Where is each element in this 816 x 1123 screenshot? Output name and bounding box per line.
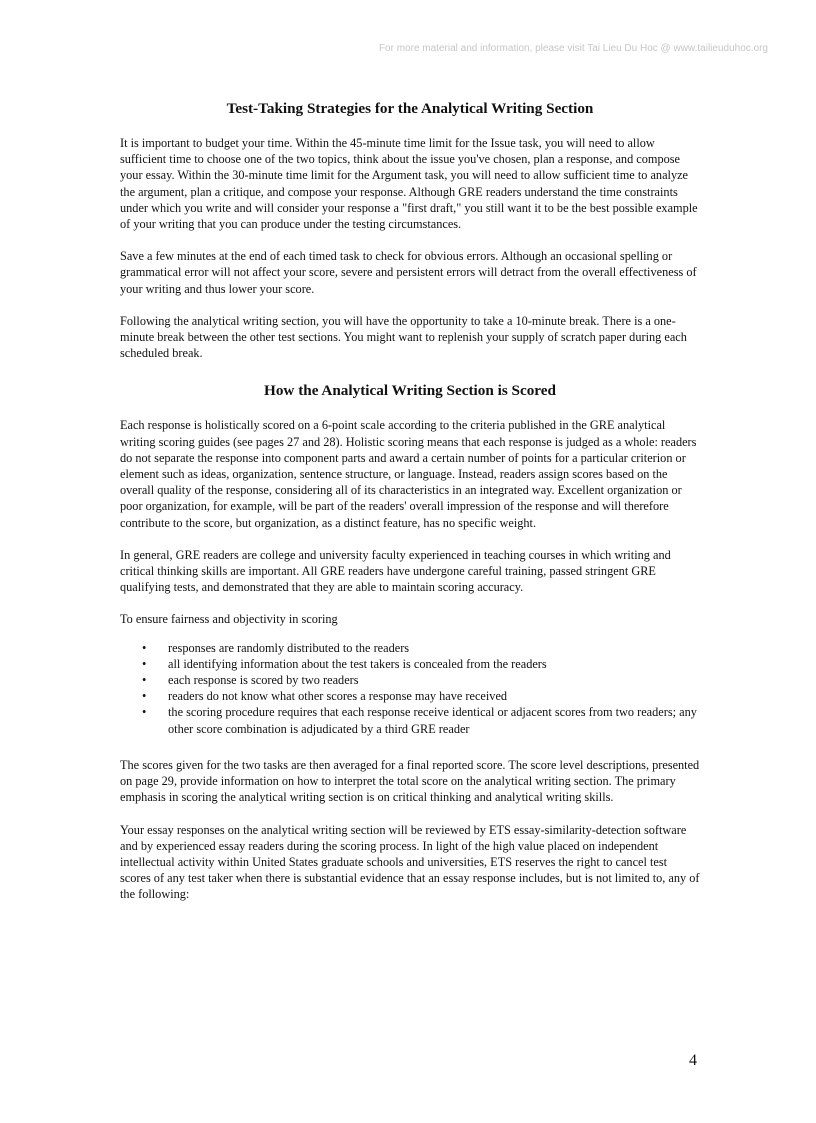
paragraph: Each response is holistically scored on a 6-point scale according to the criteria published in the GRE analytical writing scoring guides (see pages 27 and 28). Holistic scoring means that each response is judged as a whole: readers do not separate the response into component parts and award a certain number of points for a particular criterion or element such as ideas, organization, sentence structure, or language. Instead, readers assign scores based on the overall quality of the response, considering all of its characteristics in an integrated way. Excellent organization or poor organization, for example, will be part of the readers' overall impression of the response and will therefore contribute to the score, but organization, as a distinct feature, has no specific weight. bbox=[120, 418, 697, 530]
list-item-text: readers do not know what other scores a response may have received bbox=[168, 689, 508, 704]
list-item-text: the scoring procedure requires that each response receive identical or adjacent scores from two readers; any other score combination is adjudicated by a third GRE reader bbox=[168, 705, 697, 736]
list-item-text: each response is scored by two readers bbox=[168, 673, 359, 688]
page-content bbox=[120, 99, 700, 919]
paragraph: Save a few minutes at the end of each timed task to check for obvious errors. Although an occasional spelling or grammatical error will not affect your score, severe and persistent errors will detract from the overall effectiveness of your writing and thus lower your score. bbox=[120, 249, 697, 296]
paragraph: It is important to budget your time. Within the 45-minute time limit for the Issue task, you will need to allow sufficient time to choose one of the two topics, think about the issue you've chosen, plan a response, and compose your essay. Within the 30-minute time limit for the Argument task, you will need to allow sufficient time to analyze the argument, plan a critique, and compose your response. Although GRE readers understand the time constraints under which you write and will consider your response a "first draft," you still want it to be the best possible example of your writing that you can produce under the testing circumstances. bbox=[120, 136, 698, 232]
list-item bbox=[120, 688, 700, 704]
paragraph: In general, GRE readers are college and university faculty experienced in teaching courses in which writing and critical thinking skills are important. All GRE readers have undergone careful training, passed stringent GRE qualifying tests, and demonstrated that they are able to maintain scoring accuracy. bbox=[120, 547, 671, 595]
bullet-glyph: • bbox=[142, 689, 147, 704]
paragraph: Following the analytical writing section, you will have the opportunity to take a 10-minute break. There is a one-minute break between the other test sections. You might want to replenish your supply of scratch paper during each scheduled break. bbox=[120, 313, 687, 361]
paragraph: To ensure fairness and objectivity in scoring bbox=[120, 612, 338, 627]
fairness-list bbox=[120, 640, 700, 737]
page-number: 4 bbox=[689, 1052, 697, 1069]
bullet-glyph: • bbox=[142, 673, 147, 688]
watermark-text: For more material and information, please visit Tai Lieu Du Hoc @ www.tailieuduhoc.org bbox=[378, 43, 768, 54]
bullet-glyph: • bbox=[142, 705, 147, 720]
section-heading-scoring: How the Analytical Writing Section is Scored bbox=[264, 382, 556, 400]
list-item bbox=[120, 656, 700, 672]
list-item bbox=[120, 672, 700, 688]
list-item bbox=[120, 704, 700, 736]
section-heading-strategies: Test-Taking Strategies for the Analytical Writing Section bbox=[226, 100, 594, 117]
bullet-glyph: • bbox=[142, 640, 147, 655]
bullet-glyph: • bbox=[142, 656, 147, 671]
paragraph: The scores given for the two tasks are then averaged for a final reported score. The score level descriptions, presented on page 29, provide information on how to interpret the total score on the analytical writing section. The primary emphasis in scoring the analytical writing section is on critical thinking and analytical writing skills. bbox=[120, 757, 700, 805]
list-item bbox=[120, 640, 700, 656]
paragraph: Your essay responses on the analytical writing section will be reviewed by ETS essay-similarity-detection software and by experienced essay readers during the scoring process. In light of the high value placed on independent intellectual activity within United States graduate schools and universities, ETS reserves the right to cancel test scores of any test taker when there is substantial evidence that an essay response includes, but is not limited to, any of the following: bbox=[120, 822, 700, 902]
list-item-text: all identifying information about the test takers is concealed from the readers bbox=[168, 656, 547, 671]
list-item-text: responses are randomly distributed to the readers bbox=[168, 640, 410, 655]
